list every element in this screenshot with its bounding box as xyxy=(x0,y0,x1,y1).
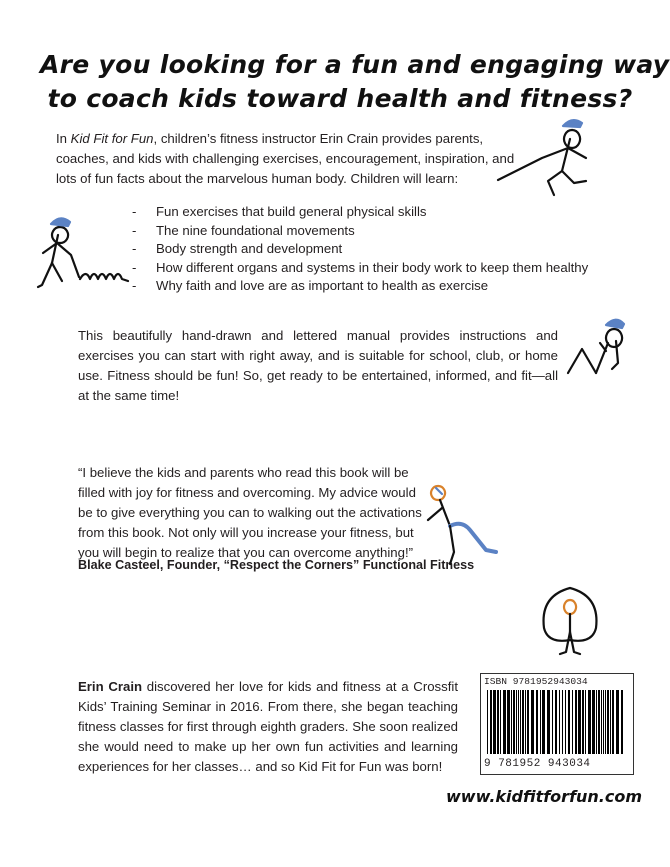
barcode-bar xyxy=(562,690,563,754)
testimonial-attribution: Blake Casteel, Founder, “Respect the Corners” Functional Fitness xyxy=(78,558,475,572)
barcode-bar xyxy=(511,690,512,754)
barcode-bar xyxy=(487,690,488,754)
headline xyxy=(40,48,670,116)
barcode-bar xyxy=(516,690,517,754)
description-paragraph: This beautifully hand-drawn and lettered manual provides instructions and exercises you can start with right away, and is suitable for school, club, or home use. Fitness should be fun! So, get ready to be entertained, informed, and fit—all at the same time! xyxy=(78,328,558,403)
barcode-bar xyxy=(588,690,591,754)
barcode-bar xyxy=(525,690,526,754)
barcode-bar xyxy=(607,690,609,754)
sitting-stretch-kid-drawing xyxy=(560,315,640,385)
author-name: Erin Crain xyxy=(78,679,143,694)
barcode-bar xyxy=(596,690,597,754)
barcode-bar xyxy=(578,690,581,754)
list-item: - How different organs and systems in their body work to keep them healthy xyxy=(132,259,652,278)
barcode-digits: 9 781952 943034 xyxy=(484,758,591,770)
barcode-bar xyxy=(490,690,492,754)
barcode-bar xyxy=(582,690,584,754)
headline-line-2: to coach kids toward health and fitness? xyxy=(47,84,633,113)
barcode-bar xyxy=(547,690,550,754)
barcode-bar xyxy=(592,690,595,754)
barcode-bar xyxy=(610,690,611,754)
barcode-bar xyxy=(542,690,545,754)
barcode-bar xyxy=(621,690,623,754)
barcode-bar xyxy=(552,690,553,754)
barcode-bar xyxy=(585,690,586,754)
barcode-bar xyxy=(555,690,557,754)
barcode-bar xyxy=(565,690,566,754)
barcode-bar xyxy=(575,690,577,754)
intro-book-title: Kid Fit for Fun xyxy=(70,131,154,146)
barcode-bar xyxy=(605,690,606,754)
barcode-bar xyxy=(601,690,602,754)
barcode-bar xyxy=(616,690,619,754)
intro-prefix: In xyxy=(56,131,71,146)
barcode-bar xyxy=(522,690,524,754)
barcode-bar xyxy=(520,690,521,754)
list-item: - The nine foundational movements xyxy=(132,222,652,241)
list-item: - Fun exercises that build general physical skills xyxy=(132,203,652,222)
barcode-bar xyxy=(493,690,496,754)
author-bio-text: discovered her love for kids and fitness at a Crossfit Kids’ Training Seminar in 2016. From there, she began teaching fitness classes for first through eighth graders. She soon realized she would need to make up her own fun activities and learning experiences for her classes… and so Kid Fit for Fun was born! xyxy=(78,679,458,774)
author-bio xyxy=(78,677,458,777)
barcode-bar xyxy=(531,690,534,754)
isbn-label: ISBN 9781952943034 xyxy=(484,676,588,687)
barcode-bar xyxy=(497,690,499,754)
testimonial-quote: “I believe the kids and parents who read this book will be filled with joy for fitness and overcoming. My advice would be to give everything you can to walking out the activations from this book. Not only will you increase your fitness, but you will begin to realize that you can overcome anything!” xyxy=(78,465,422,560)
intro-suffix: , children’s fitness instructor Erin Crain provides parents, coaches, and kids with challenging exercises, encouragement, inspiration, and lots of fun facts about the marvelous human body. Children will learn: xyxy=(56,131,515,186)
barcode-bar xyxy=(572,690,573,754)
barcode-bar xyxy=(503,690,506,754)
barcode-bar xyxy=(536,690,538,754)
learning-list xyxy=(132,203,652,296)
wall-push-kid-drawing xyxy=(420,478,500,568)
barcode-bar xyxy=(527,690,529,754)
barcode-bar xyxy=(540,690,541,754)
crawling-kid-with-spring-drawing xyxy=(30,215,140,295)
lunging-kid-drawing xyxy=(490,110,620,200)
list-item: - Why faith and love are as important to health as exercise xyxy=(132,277,652,296)
barcode xyxy=(485,690,627,756)
barcode-bar xyxy=(603,690,604,754)
jump-rope-kid-drawing xyxy=(535,578,605,658)
headline-line-1: Are you looking for a fun and engaging way xyxy=(40,50,670,79)
barcode-bar xyxy=(518,690,519,754)
barcode-bar xyxy=(559,690,560,754)
barcode-bar xyxy=(513,690,515,754)
barcode-bar xyxy=(568,690,570,754)
barcode-bar xyxy=(612,690,614,754)
barcode-bar xyxy=(500,690,501,754)
barcode-bar xyxy=(598,690,600,754)
intro-paragraph xyxy=(56,129,526,189)
list-item: - Body strength and development xyxy=(132,240,652,259)
website-url: www.kidfitforfun.com xyxy=(446,787,643,806)
barcode-bar xyxy=(507,690,510,754)
